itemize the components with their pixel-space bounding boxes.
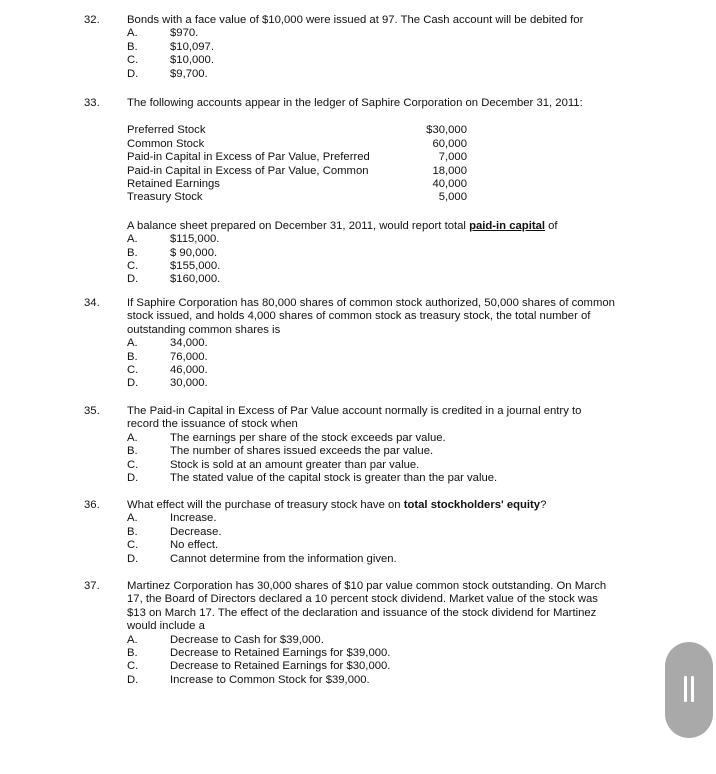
question-number: 35. (84, 405, 100, 417)
pause-grip-icon (684, 676, 687, 702)
option-letter: B. (127, 246, 138, 259)
option-text: Decrease to Cash for $39,000. (170, 633, 324, 646)
option-a (127, 27, 647, 40)
option-letter: A. (127, 512, 138, 525)
option-text: Decrease. (170, 525, 222, 538)
option-letter: B. (127, 40, 138, 53)
question-number: 33. (84, 97, 100, 109)
question-text-start: What effect will the purchase of treasury stock have on (127, 499, 404, 511)
pause-grip-icon (691, 676, 694, 702)
option-d (127, 472, 647, 485)
option-text: $10,097. (170, 40, 214, 53)
question-text (127, 499, 647, 512)
option-text: Increase. (170, 512, 217, 525)
option-letter: B. (127, 525, 138, 538)
question-text-emphasis: total stockholders' equity (403, 499, 541, 511)
option-text: 76,000. (170, 350, 208, 363)
question-text-line: $13 on March 17. The effect of the declaration and issuance of the stock dividend for Martinez (127, 606, 597, 619)
account-row (127, 165, 467, 178)
option-b (127, 351, 647, 364)
account-row (127, 178, 467, 191)
account-name: Paid-in Capital in Excess of Par Value, Preferred (127, 151, 370, 164)
option-letter: A. (127, 337, 138, 350)
prompt-text-end: of (545, 219, 558, 232)
option-letter: A. (127, 233, 138, 246)
option-b (127, 445, 647, 458)
account-row (127, 138, 467, 151)
option-text: The stated value of the capital stock is greater than the par value. (170, 471, 498, 484)
option-text: $970. (170, 27, 199, 40)
scroll-handle[interactable] (665, 642, 713, 738)
option-a (127, 512, 647, 525)
option-letter: D. (127, 552, 139, 565)
account-row (127, 191, 467, 204)
option-letter: A. (127, 431, 138, 444)
option-c (127, 54, 647, 67)
question-number: 34. (84, 297, 100, 309)
account-value: 7,000 (438, 151, 467, 164)
question-prompt (127, 220, 647, 233)
option-a (127, 337, 647, 350)
option-d (127, 674, 647, 687)
option-text: The earnings per share of the stock exceeds par value. (170, 431, 446, 444)
option-text: $155,000. (170, 259, 221, 272)
option-text: Cannot determine from the information given. (170, 552, 397, 565)
option-b (127, 647, 647, 660)
option-letter: C. (127, 539, 139, 552)
option-d (127, 68, 647, 81)
account-row (127, 124, 467, 137)
option-text: $9,700. (170, 67, 208, 80)
option-d (127, 273, 647, 286)
option-letter: A. (127, 27, 138, 40)
option-letter: B. (127, 445, 138, 458)
account-value: 5,000 (438, 191, 467, 204)
option-letter: A. (127, 633, 138, 646)
option-letter: C. (127, 259, 139, 272)
option-text: 34,000. (170, 337, 208, 350)
account-value: 40,000 (432, 177, 467, 190)
question-text-line: stock issued, and holds 4,000 shares of common stock as treasury stock, the total number of (127, 310, 591, 323)
question-number: 36. (84, 499, 100, 511)
option-text: Stock is sold at an amount greater than par value. (170, 458, 420, 471)
account-name: Preferred Stock (127, 124, 206, 137)
account-name: Treasury Stock (127, 191, 203, 204)
option-letter: D. (127, 377, 139, 390)
option-text: Decrease to Retained Earnings for $30,000. (170, 660, 391, 673)
account-name: Retained Earnings (127, 177, 220, 190)
question-text-line: outstanding common shares is (127, 323, 281, 336)
account-name: Common Stock (127, 137, 205, 150)
option-d (127, 553, 647, 566)
option-b (127, 247, 647, 260)
option-c (127, 459, 647, 472)
option-text: 30,000. (170, 377, 208, 390)
option-c (127, 260, 647, 273)
prompt-text: A balance sheet prepared on December 31, 2011, would report total (127, 219, 470, 232)
account-row (127, 151, 467, 164)
option-text: $ 90,000. (170, 246, 218, 259)
option-letter: D. (127, 471, 139, 484)
question-number: 32. (84, 14, 100, 26)
question-text: The following accounts appear in the ledger of Saphire Corporation on December 31, 2011: (127, 97, 583, 109)
question-text-line: 17, the Board of Directors declared a 10 percent stock dividend. Market value of the stock was (127, 593, 598, 606)
account-value: 60,000 (432, 137, 467, 150)
option-c (127, 539, 647, 552)
option-text: Decrease to Retained Earnings for $39,000. (170, 647, 391, 660)
option-a (127, 432, 647, 445)
option-b (127, 526, 647, 539)
option-text: No effect. (170, 539, 219, 552)
option-a (127, 233, 647, 246)
question-text-line: Martinez Corporation has 30,000 shares of $10 par value common stock outstanding. On March (127, 580, 607, 592)
option-text: 46,000. (170, 364, 208, 376)
account-value: $30,000 (426, 124, 467, 137)
option-b (127, 41, 647, 54)
option-letter: D. (127, 673, 139, 686)
option-letter: C. (127, 458, 139, 471)
option-letter: D. (127, 67, 139, 80)
option-d (127, 377, 647, 390)
question-text: Bonds with a face value of $10,000 were issued at 97. The Cash account will be debited for (127, 14, 584, 26)
option-letter: B. (127, 350, 138, 363)
question-number: 37. (84, 580, 100, 592)
prompt-emphasis: paid-in capital (469, 219, 546, 232)
ledger-accounts (127, 124, 647, 204)
option-letter: D. (127, 273, 139, 286)
option-text: $160,000. (170, 273, 221, 286)
question-text-line: The Paid-in Capital in Excess of Par Value account normally is credited in a journal entry to (127, 405, 582, 417)
question-text-line: record the issuance of stock when (127, 418, 298, 431)
account-name: Paid-in Capital in Excess of Par Value, Common (127, 164, 369, 177)
option-letter: C. (127, 660, 139, 673)
question-text-line: would include a (127, 620, 205, 633)
question-text-line: If Saphire Corporation has 80,000 shares of common stock authorized, 50,000 shares of common (127, 297, 615, 309)
option-a (127, 634, 647, 647)
option-c (127, 660, 647, 673)
question-text-end: ? (540, 499, 547, 511)
account-value: 18,000 (432, 164, 467, 177)
option-text: The number of shares issued exceeds the par value. (170, 445, 434, 458)
option-letter: C. (127, 54, 139, 67)
option-c (127, 364, 647, 377)
option-letter: B. (127, 647, 138, 660)
option-text: Increase to Common Stock for $39,000. (170, 673, 370, 686)
option-letter: C. (127, 364, 139, 376)
option-text: $10,000. (170, 54, 214, 67)
option-text: $115,000. (170, 233, 220, 246)
